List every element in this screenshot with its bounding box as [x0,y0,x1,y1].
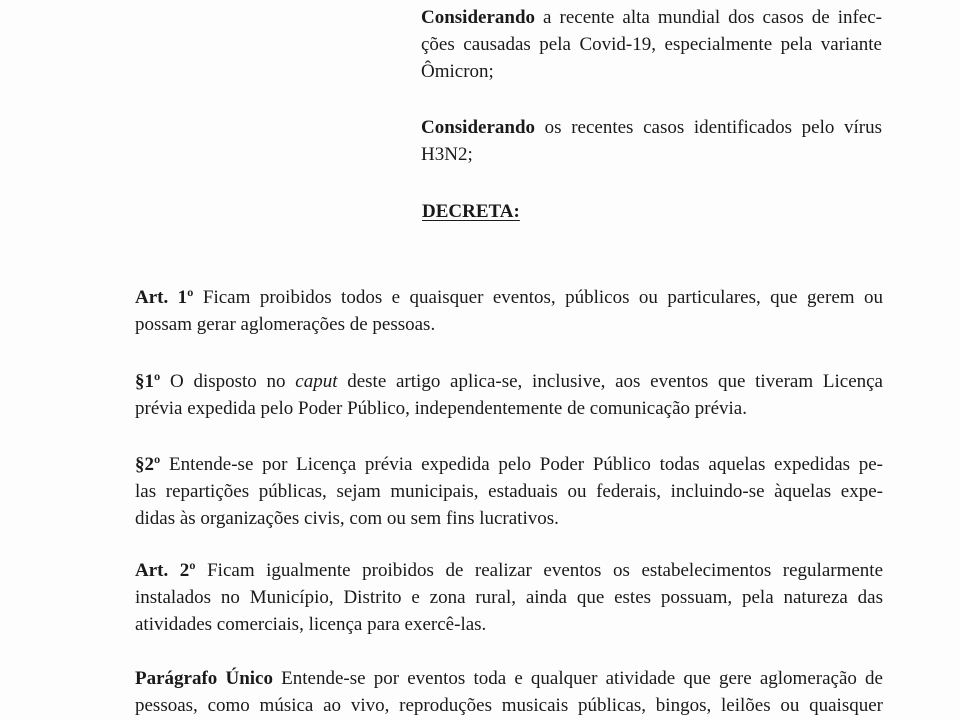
text-line: §2º Entende-se por Licença prévia expedida pelo Poder Público todas aquelas expedidas pe- [135,454,883,475]
paragraph-number: §1º [135,371,161,392]
paragraph-number: §2º [135,454,161,475]
paragrafo-unico [135,665,883,719]
considerando-covid [421,4,882,85]
italic-term: caput [295,371,338,392]
paragraph-label: Parágrafo Único [135,668,273,689]
text-line: H3N2; [421,144,473,165]
text-line: didas às organizações civis, com ou sem fins lucrativos. [135,508,559,529]
text-line: atividades comerciais, licença para exercê-las. [135,614,487,635]
text-line: instalados no Município, Distrito e zona rural, ainda que estes possuam, pela natureza das [135,587,883,608]
text-line: Considerando a recente alta mundial dos casos de infec- [421,7,882,28]
article-number: Art. 2º [135,560,196,581]
text-line: Considerando os recentes casos identificados pelo vírus [421,117,882,138]
text-line: §1º O disposto no caput deste artigo aplica-se, inclusive, aos eventos que tiveram Licença [135,371,883,392]
text-line: Ômicron; [421,61,494,82]
text-line: pessoas, como música ao vivo, reproduções musicais públicas, bingos, leilões ou quaisquer [135,695,883,716]
decreta-heading: DECRETA: [422,201,520,222]
text-line: possam gerar aglomerações de pessoas. [135,314,436,335]
text-line: Art. 1º Ficam proibidos todos e quaisquer eventos, públicos ou particulares, que gerem ou [135,287,883,308]
paragraph-2 [135,451,883,532]
text-line: ções causadas pela Covid-19, especialmente pela variante [421,34,882,55]
considerando-h3n2 [421,114,882,168]
text-line: Parágrafo Único Entende-se por eventos toda e qualquer atividade que gere aglomeração de [135,668,883,689]
lead-term: Considerando [421,7,536,28]
article-number: Art. 1º [135,287,194,308]
article-1 [135,284,883,338]
text-line: Art. 2º Ficam igualmente proibidos de realizar eventos os estabelecimentos regularmente [135,560,883,581]
paragraph-1 [135,368,883,422]
text-line: prévia expedida pelo Poder Público, independentemente de comunicação prévia. [135,398,747,419]
article-2 [135,557,883,638]
text-line: las repartições públicas, sejam municipais, estaduais ou federais, incluindo-se àquelas expe- [135,481,883,502]
lead-term: Considerando [421,117,536,138]
